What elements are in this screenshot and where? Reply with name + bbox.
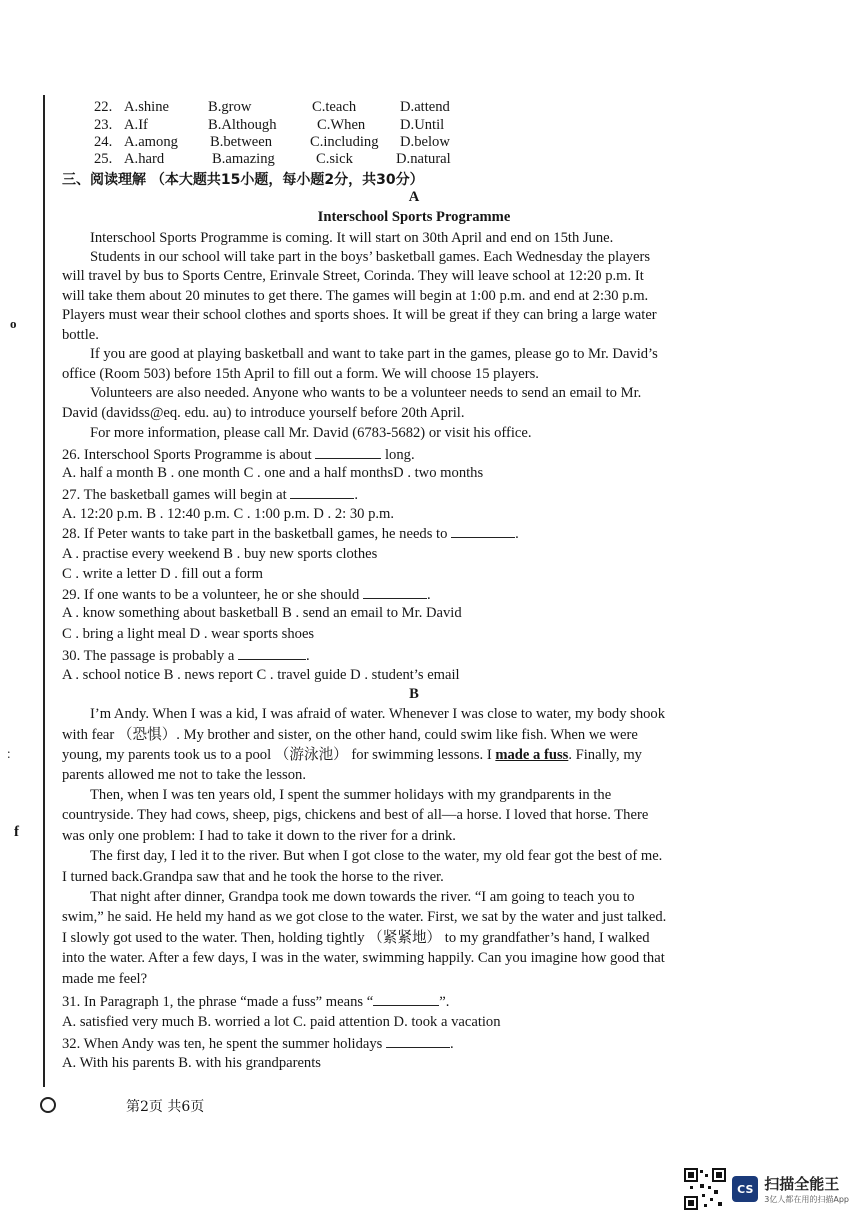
choice-number: 23. (94, 117, 113, 133)
passage-line: That night after dinner, Grandpa took me down towards the river. “I am going to teach you to (90, 889, 635, 905)
passage-line: swim,” he said. He held my hand as we got close to the water. First, we sat by the water and just talked. (62, 909, 667, 925)
qr-code-icon (684, 1168, 726, 1210)
binding-hole-icon (40, 1097, 56, 1113)
passage-title: Interschool Sports Programme (317, 209, 511, 225)
choice-a: A.hard (124, 151, 165, 167)
part-letter-a: A (408, 189, 420, 205)
passage-line: with fear （恐惧）. My brother and sister, on the other hand, could swim like fish. When we were (62, 727, 638, 743)
question-options: A . know something about basketball B . send an email to Mr. David (62, 605, 462, 621)
choice-c: C.teach (312, 99, 357, 115)
passage-line: office (Room 503) before 15th April to fill out a form. We will choose 15 players. (62, 366, 539, 382)
page-number: 第2页 共6页 (126, 1099, 205, 1115)
choice-c: C.sick (316, 151, 353, 167)
passage-line: David (davidss@eq. edu. au) to introduce yourself before 20th April. (62, 405, 465, 421)
passage-line: into the water. After a few days, I was in the water, swimming happily. Can you imagine how good that (62, 950, 665, 966)
choice-a: A.among (124, 134, 178, 150)
question-options: A. With his parents B. with his grandparents (62, 1055, 321, 1071)
question-options: A . practise every weekend B . buy new sports clothes (62, 546, 378, 562)
binding-margin-line (43, 95, 45, 1087)
question-options: A. 12:20 p.m. B . 12:40 p.m. C . 1:00 p.m. D . 2: 30 p.m. (62, 506, 395, 522)
passage-line: Students in our school will take part in the boys’ basketball games. Each Wednesday the players (90, 249, 651, 265)
question-29: 29. If one wants to be a volunteer, he or she should . (62, 587, 431, 603)
margin-mark: o (10, 316, 17, 331)
passage-line: I’m Andy. When I was a kid, I was afraid of water. Whenever I was close to water, my body shook (90, 706, 666, 722)
choice-number: 22. (94, 99, 113, 115)
choice-number: 24. (94, 134, 113, 150)
scanner-logo (732, 1176, 758, 1202)
passage-line: Then, when I was ten years old, I spent the summer holidays with my grandparents in the (90, 787, 612, 803)
scanner-logo-text: CS (737, 1182, 754, 1196)
passage-line: The first day, I led it to the river. But when I got close to the water, my old fear got the best of me. (90, 848, 663, 864)
choice-number: 25. (94, 151, 113, 167)
question-options: C . write a letter D . fill out a form (62, 566, 264, 582)
choice-c: C.When (317, 117, 366, 133)
scanner-watermark (684, 1168, 849, 1210)
passage-line: made me feel? (62, 971, 148, 987)
choice-a: A.If (124, 117, 148, 133)
passage-line: I slowly got used to the water. Then, holding tightly （紧紧地） to my grandfather’s hand, I walked (62, 930, 650, 946)
passage-line: young, my parents took us to a pool （游泳池） for swimming lessons. I made a fuss. Finally, my (62, 747, 642, 763)
passage-line: bottle. (62, 327, 99, 343)
question-27: 27. The basketball games will begin at . (62, 487, 358, 503)
passage-line: Volunteers are also needed. Anyone who wants to be a volunteer needs to send an email to Mr. (90, 385, 642, 401)
choice-b: B.Although (208, 117, 277, 133)
passage-line: If you are good at playing basketball and want to take part in the games, please go to Mr. David’s (90, 346, 658, 362)
choice-b: B.amazing (212, 151, 275, 167)
passage-line: countryside. They had cows, sheep, pigs, chickens and best of all—a horse. I loved that horse. There (62, 807, 649, 823)
question-32: 32. When Andy was ten, he spent the summer holidays . (62, 1036, 454, 1052)
passage-line: For more information, please call Mr. David (6783-5682) or visit his office. (90, 425, 532, 441)
question-options: A . school notice B . news report C . travel guide D . student’s email (62, 667, 460, 683)
choice-d: D.natural (396, 151, 451, 167)
margin-mark: f (14, 824, 19, 840)
question-31: 31. In Paragraph 1, the phrase “made a fuss” means “ ”. (62, 994, 450, 1010)
choice-d: D.Until (400, 117, 445, 133)
choice-a: A.shine (124, 99, 169, 115)
question-options: C . bring a light meal D . wear sports shoes (62, 626, 315, 642)
passage-line: was only one problem: I had to take it down to the river for a drink. (62, 828, 456, 844)
passage-line: parents allowed me not to take the lesson. (62, 767, 306, 783)
passage-line: will travel by bus to Sports Centre, Erinvale Street, Corinda. They will leave school at 12:20 p.m. It (62, 268, 644, 284)
underlined-phrase: made a fuss (495, 747, 569, 763)
passage-line: Interschool Sports Programme is coming. It will start on 30th April and end on 15th June. (90, 230, 614, 246)
scanner-name: 扫描全能王 (764, 1175, 840, 1193)
question-28: 28. If Peter wants to take part in the basketball games, he needs to . (62, 526, 519, 542)
choice-b: B.between (210, 134, 273, 150)
question-26: 26. Interschool Sports Programme is about long. (62, 447, 415, 463)
passage-line: Players must wear their school clothes and sports shoes. It will be great if they can bring a large water (62, 307, 657, 323)
part-letter-b: B (409, 686, 419, 702)
passage-line: will take them about 20 minutes to get there. The games will begin at 1:00 p.m. and end at 2:30 p.m. (62, 288, 649, 304)
scanner-tagline: 3亿人都在用的扫描App (764, 1195, 849, 1204)
passage-line: I turned back.Grandpa saw that and he took the horse to the river. (62, 869, 444, 885)
question-options: A. half a month B . one month C . one and a half monthsD . two months (62, 465, 484, 481)
choice-c: C.including (310, 134, 379, 150)
choice-d: D.below (400, 134, 450, 150)
choice-b: B.grow (208, 99, 252, 115)
question-options: A. satisfied very much B. worried a lot C. paid attention D. took a vacation (62, 1014, 501, 1030)
question-30: 30. The passage is probably a . (62, 648, 310, 664)
section-heading: 三、阅读理解 （本大题共15小题，每小题2分，共30分） (62, 172, 424, 188)
choice-d: D.attend (400, 99, 450, 115)
margin-mark: ： (6, 747, 19, 761)
